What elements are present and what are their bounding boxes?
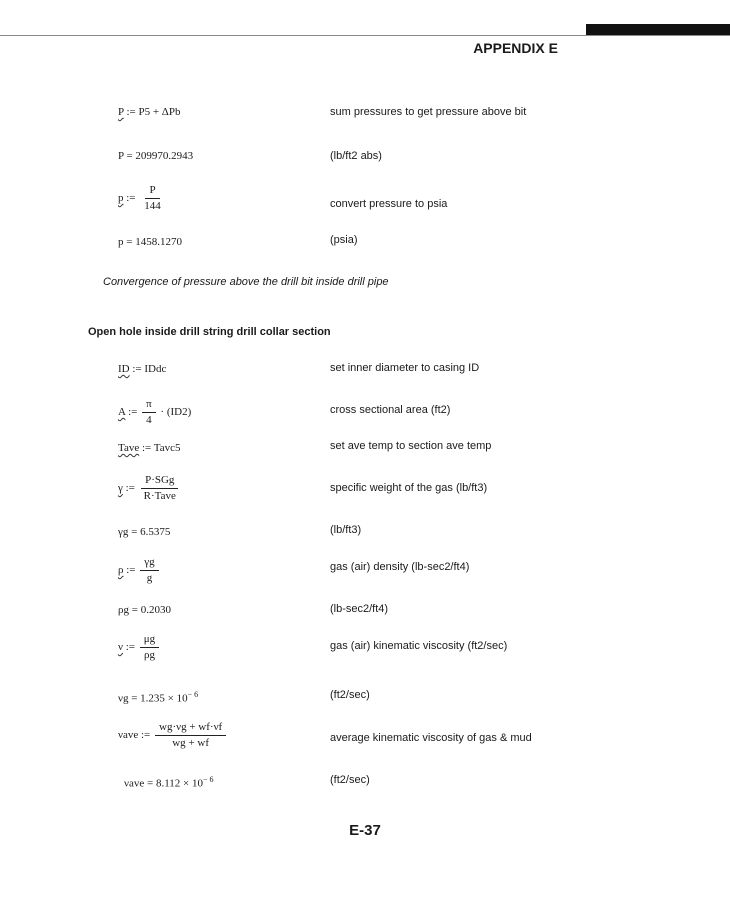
units: (ft2/sec) [330, 689, 370, 701]
description: convert pressure to psia [330, 198, 448, 210]
result-psia: p = 1458.1270 [118, 236, 182, 248]
units: (lb-sec2/ft4) [330, 603, 389, 615]
units: (lb/ft2 abs) [330, 150, 382, 162]
equation-inner-diameter: ID := IDdc [118, 363, 167, 375]
equation-area: A := $\frac{\pi}{4}$ · (ID2) [118, 398, 192, 426]
description: set inner diameter to casing ID [330, 362, 480, 374]
description: gas (air) kinematic viscosity (ft2/sec) [330, 640, 508, 652]
section-title: Open hole inside drill string drill collar section [88, 326, 331, 338]
result-density: ρg = 0.2030 [118, 604, 171, 616]
description: sum pressures to get pressure above bit [330, 106, 527, 118]
result-pressure: P = 209970.2943 [118, 150, 194, 162]
equation-pressure-sum: P := P5 + ΔPb [118, 106, 181, 118]
units: (lb/ft3) [330, 524, 362, 536]
page-number: E-37 [349, 822, 381, 839]
units: (psia) [330, 234, 358, 246]
result-average-viscosity: $\nu ave = 8.112 \times 10^{- 6}$ [124, 775, 214, 790]
units: (ft2/sec) [330, 774, 370, 786]
equation-specific-weight: γ := $\frac{\text{P·SGg}}{\text{R·Tave}}$ [118, 474, 182, 503]
convergence-note: Convergence of pressure above the drill bit inside drill pipe [103, 276, 389, 288]
appendix-title: APPENDIX E [473, 40, 558, 56]
equation-psia: p := $\frac{P}{144}$ [118, 184, 161, 212]
equation-temperature: Tave := Tavc5 [118, 442, 181, 454]
description: cross sectional area (ft2) [330, 404, 451, 416]
equation-average-viscosity: νave := $\frac{wg\cdot\nu g + wf\cdot\nu f}{wg + wf}$ [118, 721, 228, 750]
description: specific weight of the gas (lb/ft3) [330, 482, 488, 494]
description: average kinematic viscosity of gas & mud [330, 732, 532, 744]
result-kinematic-viscosity: $\nu g = 1.235 \times 10^{- 6}$ [118, 690, 199, 705]
description: set ave temp to section ave temp [330, 440, 492, 452]
header-rule [0, 35, 730, 36]
description: gas (air) density (lb-sec2/ft4) [330, 561, 470, 573]
equation-density: ρ := $\frac{\gamma g}{g}$ [118, 556, 161, 585]
equation-kinematic-viscosity: ν := $\frac{\mu g}{\rho g}$ [118, 633, 161, 662]
result-specific-weight: γg = 6.5375 [118, 526, 171, 538]
